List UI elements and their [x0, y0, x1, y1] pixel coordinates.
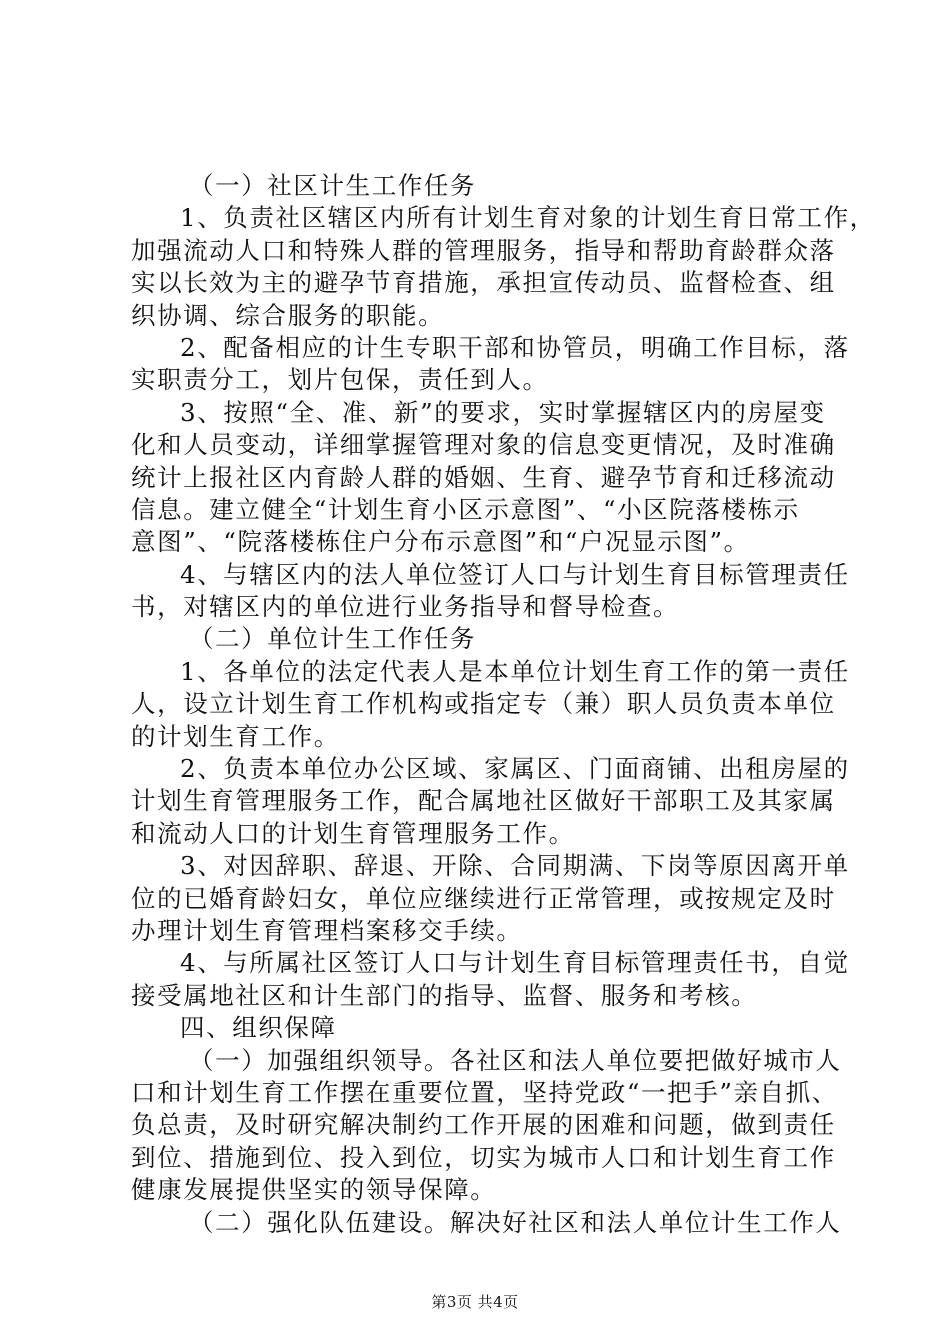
text-line: 负总责，及时研究解决制约工作开展的困难和问题，做到责任: [131, 1110, 836, 1140]
text-line: 统计上报社区内育龄人群的婚姻、生育、避孕节育和迁移流动: [131, 462, 836, 492]
text-line: 实职责分工，划片包保，责任到人。: [131, 365, 549, 395]
text-line: 的计划生育工作。: [131, 721, 340, 751]
text-line: 实以长效为主的避孕节育措施，承担宣传动员、监督检查、组: [131, 268, 836, 298]
text-line: 位的已婚育龄妇女，单位应继续进行正常管理，或按规定及时: [131, 883, 836, 913]
page-footer: 第3页 共4页: [431, 1293, 519, 1311]
text-line: 3、按照“全、准、新”的要求，实时掌握辖区内的房屋变: [180, 397, 826, 427]
text-line: 口和计划生育工作摆在重要位置，坚持党政“一把手”亲自抓、: [131, 1077, 838, 1107]
text-line: 意图”、“院落楼栋住户分布示意图”和“户况显示图”。: [131, 527, 750, 557]
text-line: 加强流动人口和特殊人群的管理服务，指导和帮助育龄群众落: [131, 235, 836, 265]
text-line: 接受属地社区和计生部门的指导、监督、服务和考核。: [131, 980, 758, 1010]
text-line: 计划生育管理服务工作，配合属地社区做好干部职工及其家属: [131, 786, 836, 816]
text-line: 和流动人口的计划生育管理服务工作。: [131, 818, 575, 848]
text-line: 1、负责社区辖区内所有计划生育对象的计划生育日常工作，: [180, 203, 876, 233]
text-line: 四、组织保障: [180, 1013, 337, 1043]
text-line: 健康发展提供坚实的领导保障。: [131, 1175, 497, 1205]
text-line: （二）单位计生工作任务: [189, 624, 477, 654]
text-line: 到位、措施到位、投入到位，切实为城市人口和计划生育工作: [131, 1142, 836, 1172]
text-line: （一）社区计生工作任务: [189, 171, 477, 200]
text-line: （一）加强组织领导。各社区和法人单位要把做好城市人: [189, 1045, 842, 1075]
document-body: [131, 170, 876, 1239]
text-line: 4、与所属社区签订人口与计划生育目标管理责任书，自觉: [180, 948, 850, 978]
text-line: 1、各单位的法定代表人是本单位计划生育工作的第一责任: [180, 656, 850, 686]
text-line: （二）强化队伍建设。解决好社区和法人单位计生工作人: [189, 1207, 842, 1237]
text-line: 3、对因辞职、辞退、开除、合同期满、下岗等原因离开单: [180, 851, 850, 881]
text-line: 4、与辖区内的法人单位签订人口与计划生育目标管理责任: [180, 559, 850, 589]
text-line: 织协调、综合服务的职能。: [131, 300, 445, 330]
text-line: 人，设立计划生育工作机构或指定专（兼）职人员负责本单位: [131, 689, 836, 719]
text-line: 办理计划生育管理档案移交手续。: [131, 915, 523, 945]
text-line: 化和人员变动，详细掌握管理对象的信息变更情况，及时准确: [131, 430, 836, 460]
text-line: 信息。建立健全“计划生育小区示意图”、“小区院落楼栋示: [131, 494, 800, 524]
text-line: 书，对辖区内的单位进行业务指导和督导检查。: [131, 592, 680, 622]
text-line: 2、配备相应的计生专职干部和协管员，明确工作目标，落: [180, 332, 850, 362]
text-line: 2、负责本单位办公区域、家属区、门面商铺、出租房屋的: [180, 754, 850, 784]
